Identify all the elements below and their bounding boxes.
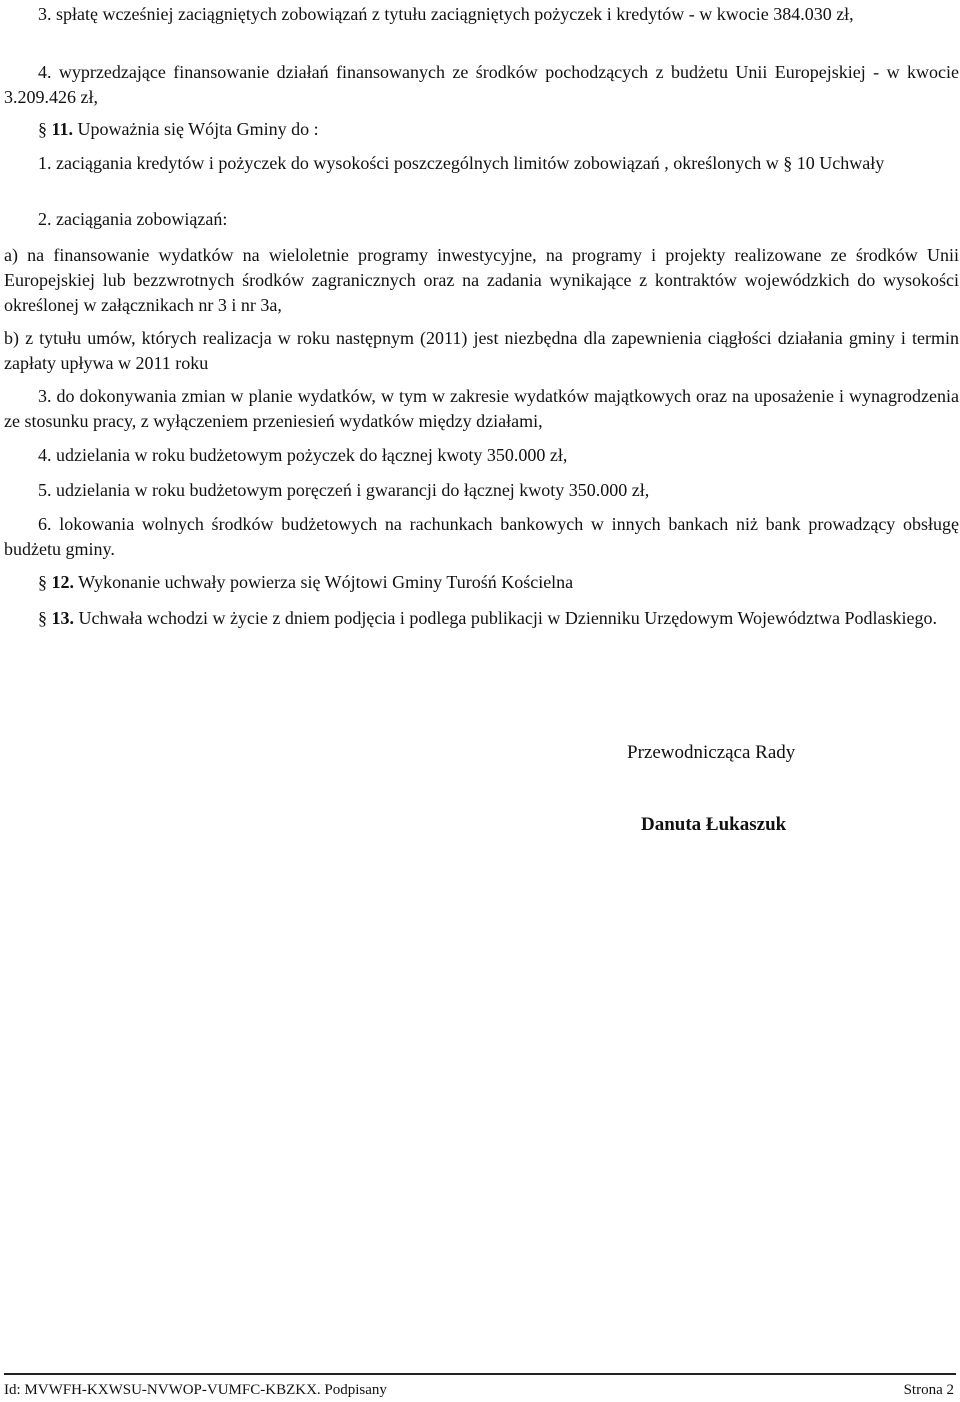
paragraph-eu-prefinancing: 4. wyprzedzające finansowanie działań finansowanych ze środków pochodzących z budżetu Unii Europejskiej - w kwocie 3.209.426 zł, bbox=[4, 62, 959, 107]
authorization-item-3: 3. do dokonywania zmian w planie wydatków, w tym w zakresie wydatków majątkowych oraz na uposażenie i wynagrodzenia ze stosunku pracy, z wyłączeniem przeniesień wydatków między działami, bbox=[4, 386, 959, 431]
footer-page-number: Strona 2 bbox=[903, 1382, 954, 1398]
section-mark: § bbox=[38, 572, 47, 592]
section-mark: § bbox=[38, 608, 47, 628]
paragraph-repayment: 3. spłatę wcześniej zaciągniętych zobowiązań z tytułu zaciągniętych pożyczek i kredytów - w kwocie 384.030 zł, bbox=[38, 4, 854, 24]
section-text: Uchwała wchodzi w życie z dniem podjęcia i podlega publikacji w Dzienniku Urzędowym Województwa Podlaskiego. bbox=[74, 608, 937, 628]
section-text: Wykonanie uchwały powierza się Wójtowi Gminy Turośń Kościelna bbox=[74, 572, 574, 592]
authorization-item-5: 5. udzielania w roku budżetowym poręczeń i gwarancji do łącznej kwoty 350.000 zł, bbox=[38, 480, 650, 500]
authorization-item-4: 4. udzielania w roku budżetowym pożyczek do łącznej kwoty 350.000 zł, bbox=[38, 445, 568, 465]
authorization-item-2b: b) z tytułu umów, których realizacja w roku następnym (2011) jest niezbędna dla zapewnienia ciągłości działania gminy i termin zapłaty upływa w 2011 roku bbox=[4, 328, 959, 373]
authorization-item-2a: a) na finansowanie wydatków na wieloletnie programy inwestycyjne, na programy i projekty realizowane ze środków Unii Europejskiej lub bezzwrotnych środków zagranicznych oraz na zadania wynikające z kontraktów wojewódzkich do wysokości określonej w załącznikach nr 3 i nr 3a, bbox=[4, 245, 959, 315]
section-number: 13. bbox=[51, 608, 74, 628]
authorization-item-6: 6. lokowania wolnych środków budżetowych na rachunkach bankowych w innych bankach niż bank prowadzący obsługę budżetu gminy. bbox=[4, 514, 959, 559]
section-11-heading bbox=[4, 117, 959, 142]
section-13 bbox=[4, 606, 959, 631]
section-12 bbox=[4, 570, 959, 595]
signature-title: Przewodnicząca Rady bbox=[627, 742, 796, 763]
authorization-item-2: 2. zaciągania zobowiązań: bbox=[38, 209, 228, 229]
footer-divider bbox=[4, 1373, 956, 1375]
section-number: 12. bbox=[51, 572, 74, 592]
authorization-item-1: 1. zaciągania kredytów i pożyczek do wysokości poszczególnych limitów zobowiązań , określonych w § 10 Uchwały bbox=[38, 153, 885, 173]
section-number: 11. bbox=[51, 119, 74, 139]
footer-document-id: Id: MVWFH-KXWSU-NVWOP-VUMFC-KBZKX. Podpisany bbox=[4, 1382, 387, 1398]
section-mark: § bbox=[38, 119, 47, 139]
section-text: Upoważnia się Wójta Gminy do : bbox=[73, 119, 319, 139]
signature-name: Danuta Łukaszuk bbox=[641, 814, 787, 835]
